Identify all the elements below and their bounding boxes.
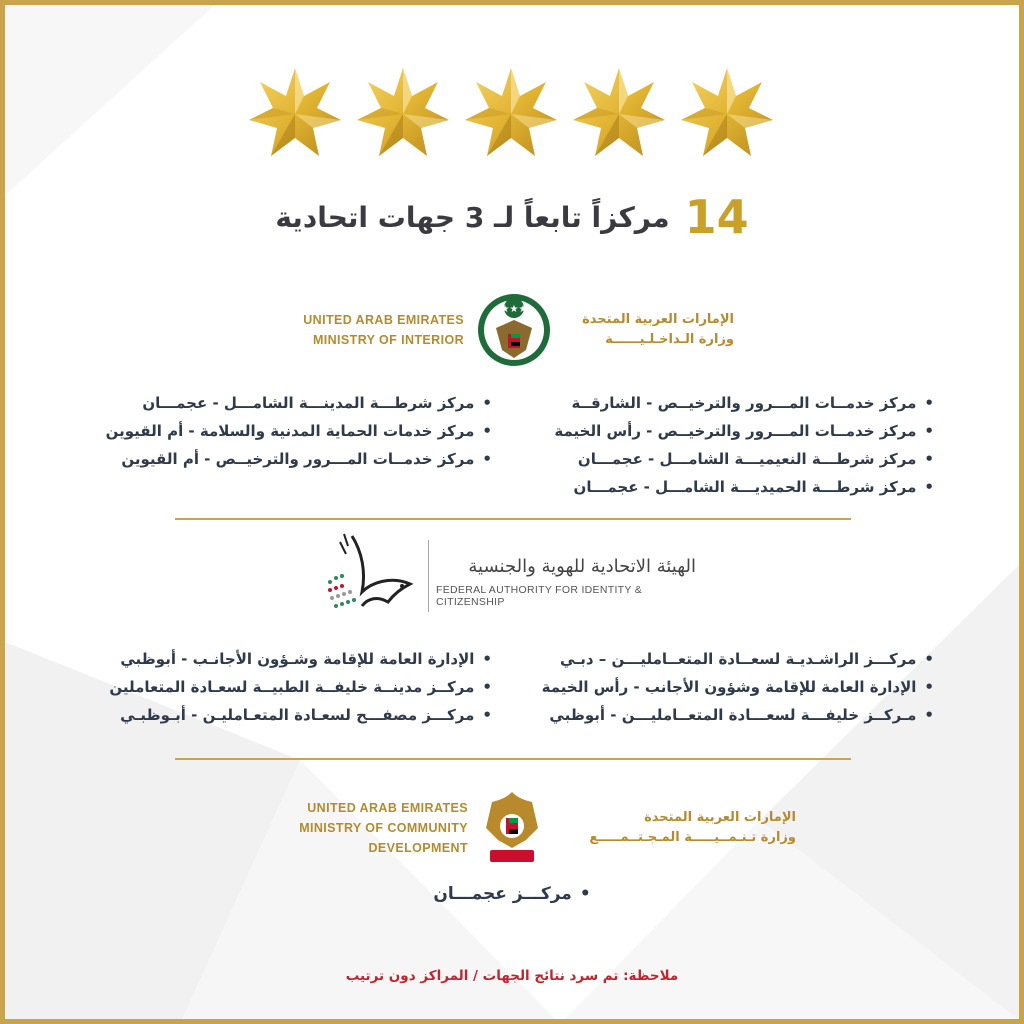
moi-list-left xyxy=(106,389,492,473)
mocd-logo-block xyxy=(218,788,796,868)
list-item: • مركز شرطـــة النعيميـــة الشامـــل - عجمـــان xyxy=(554,445,934,473)
ica-list-right xyxy=(542,645,934,729)
list-item: • مركز خدمــات المـــرور والترخيــص - رأس الخيمة xyxy=(554,417,934,445)
star-icon xyxy=(249,68,341,156)
list-item: • مركز شرطـــة الحميديـــة الشامـــل - عجمـــان xyxy=(554,473,934,501)
list-item: • مركز خدمات الحماية المدنية والسلامة - أم القيوين xyxy=(106,417,492,445)
list-item: • الإدارة العامة للإقامة وشـؤون الأجانـب - أبوظبي xyxy=(109,645,492,673)
mocd-ar-line1: الإمارات العربية المتحدة xyxy=(644,810,796,825)
list-item: • مركز خدمــات المـــرور والترخيــص - أم القيوين xyxy=(106,445,492,473)
mocd-en-line2: MINISTRY OF COMMUNITY DEVELOPMENT xyxy=(299,821,468,855)
star-rating xyxy=(248,66,778,162)
moi-emblem-icon xyxy=(476,290,552,370)
ica-en-name: FEDERAL AUTHORITY FOR IDENTITY & CITIZENSHIP xyxy=(436,584,643,608)
moi-logo-block xyxy=(296,290,734,370)
star-icon xyxy=(681,68,773,156)
star-icon xyxy=(465,68,557,156)
ica-ar-name: الهيئة الاتحادية للهوية والجنسية xyxy=(468,556,696,577)
list-item: • مركز شرطـــة المدينـــة الشامـــل - عجمـــان xyxy=(106,389,492,417)
star-icon xyxy=(357,68,449,156)
list-item: • مـركــز خليفـــة لسعـــادة المتعــامليـــن - أبوظبي xyxy=(542,701,934,729)
list-item: • مركز خدمــات المـــرور والترخيــص - الشارقــة xyxy=(554,389,934,417)
list-item: • مركـــز الراشـديـة لسعــادة المتعــامليـــن – دبـي xyxy=(542,645,934,673)
star-icon xyxy=(573,68,665,156)
headline-text: مركزاً تابعاً لـ 3 جهات اتحادية xyxy=(275,200,670,234)
note-text: ملاحظة: تم سرد نتائج الجهات / المراكز دون ترتيب xyxy=(345,968,679,984)
mocd-en-line1: UNITED ARAB EMIRATES xyxy=(307,801,468,815)
moi-ar-line2: وزارة الـداخـلـيــــــة xyxy=(605,332,734,347)
section-divider xyxy=(175,758,851,760)
uae-emblem-icon xyxy=(480,788,544,868)
moi-en-line1: UNITED ARAB EMIRATES xyxy=(303,313,464,327)
headline xyxy=(0,190,1024,244)
list-item: • مركـــز مصفـــح لسعـادة المتعـامليـن - أبـوظبـي xyxy=(109,701,492,729)
moi-en-line2: MINISTRY OF INTERIOR xyxy=(312,333,464,347)
list-item: • الإدارة العامة للإقامة وشؤون الأجانب - رأس الخيمة xyxy=(542,673,934,701)
moi-ar-line1: الإمارات العربية المتحدة xyxy=(582,312,734,327)
ica-list-left xyxy=(109,645,492,729)
mocd-center xyxy=(0,884,1024,904)
falcon-logo-icon xyxy=(322,532,422,614)
list-item: • مركــز مدينــة خليفــة الطبيــة لسعـادة المتعاملين xyxy=(109,673,492,701)
svg-text:★★★: ★★★ xyxy=(500,304,528,315)
headline-number: 14 xyxy=(684,190,749,244)
logo-separator xyxy=(428,540,429,612)
moi-list-right xyxy=(554,389,934,501)
list-item: • مركـــز عجمـــان xyxy=(433,884,590,904)
mocd-ar-line2: وزارة تـنـمــيـــــة المـجـتــمـــــع xyxy=(589,830,796,845)
section-divider xyxy=(175,518,851,520)
